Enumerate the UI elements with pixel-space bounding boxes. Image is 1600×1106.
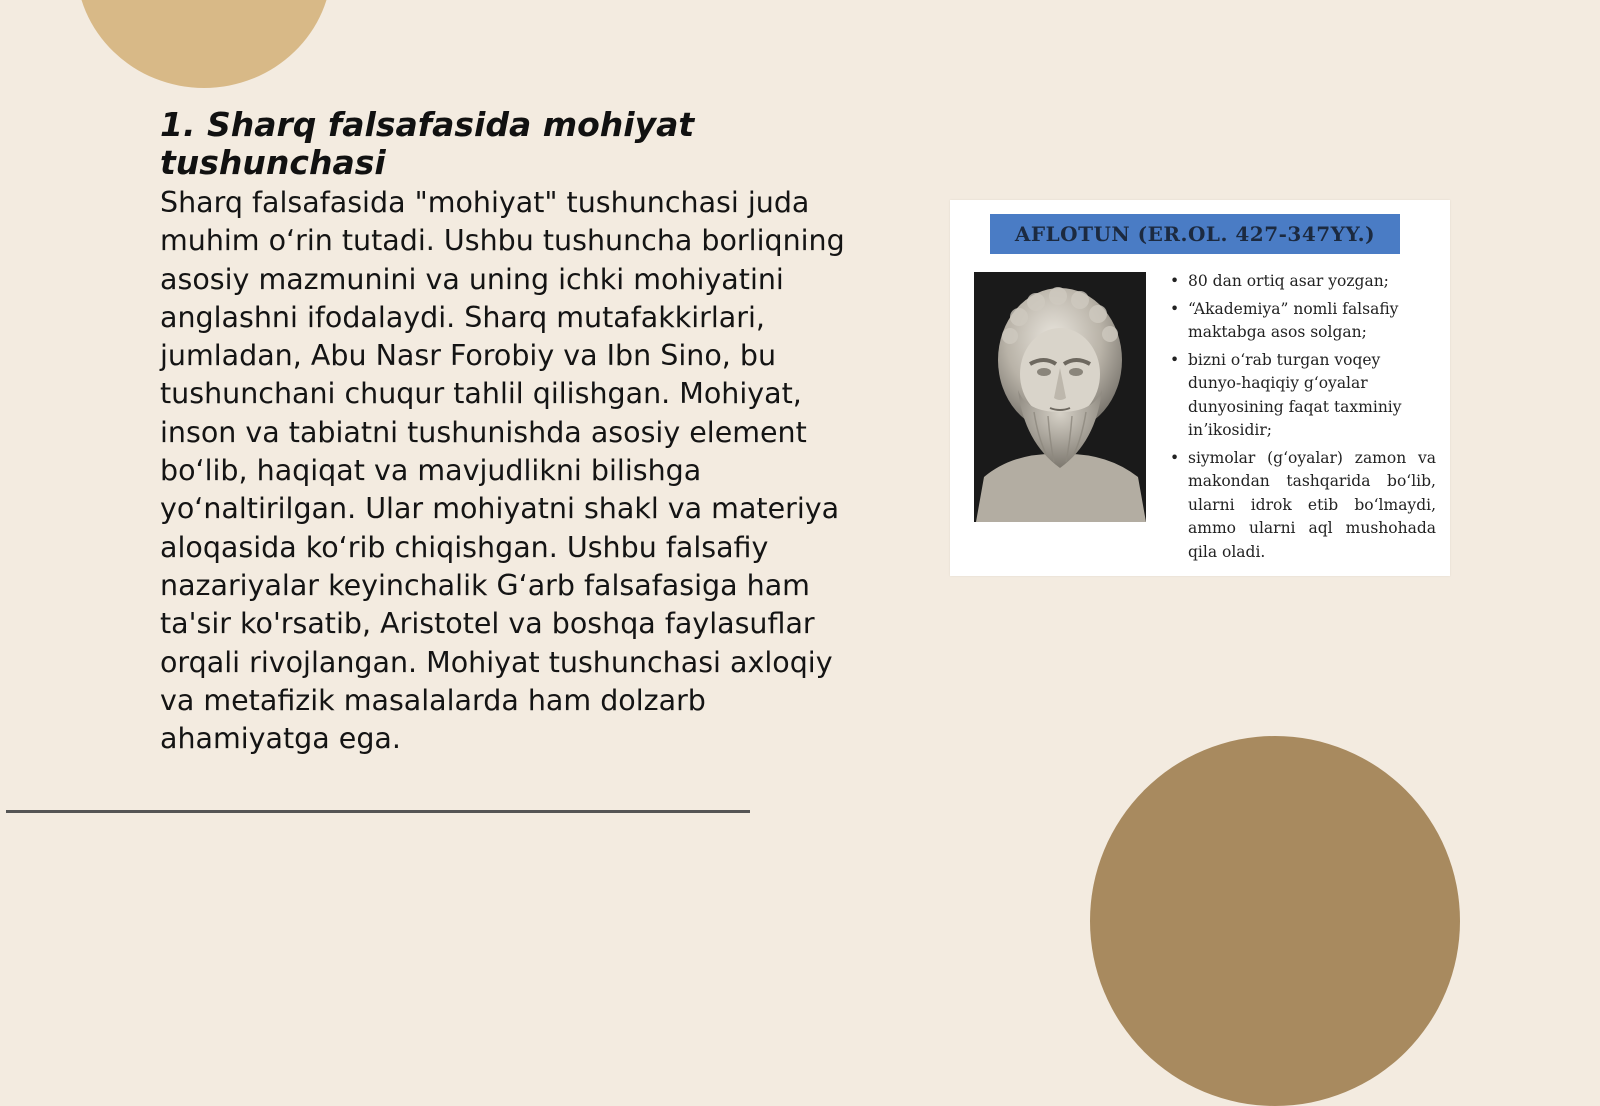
bullet-text: siymolar (gʻoyalar) zamon va makondan tashqarida boʻlib, ularni idrok etib boʻlmaydi, ammo ularni aql mushohada qila oladi. (1188, 448, 1436, 561)
bullet-dot: • (1170, 448, 1180, 467)
bullet-text: bizni oʻrab turgan voqey dunyo-haqiqiy gʻoyalar dunyosining faqat taxminiy inʼikosidir; (1188, 350, 1402, 439)
bullet-dot: • (1170, 272, 1180, 290)
bullet-text: 80 dan ortiq asar yozgan; (1188, 272, 1389, 290)
decorative-circle-bottom (1090, 736, 1460, 1106)
bullet-text: “Akademiya” nomli falsafiy maktabga asos solgan; (1188, 299, 1399, 341)
card-bullet-item (1168, 447, 1436, 565)
card-bullet-item (1168, 298, 1436, 345)
decorative-circle-top (76, 0, 332, 88)
bullet-dot: • (1170, 350, 1180, 369)
card-bullet-item (1168, 270, 1436, 294)
divider-line (6, 810, 750, 813)
plato-info-image (950, 200, 1450, 576)
plato-bust-portrait (974, 272, 1146, 522)
card-header: AFLOTUN (ER.OL. 427-347YY.) (990, 214, 1400, 254)
bullet-dot: • (1170, 299, 1180, 318)
slide-body-text: Sharq falsafasida "mohiyat" tushunchasi juda muhim oʻrin tutadi. Ushbu tushuncha borliqning asosiy mazmunini va uning ichki mohiyatini anglashni ifodalaydi. Sharq mutafakkirlari, jumladan, Abu Nasr Forobiy va Ibn Sino, bu tushunchani chuqur tahlil qilishgan. Mohiyat, inson va tabiatni tushunishda asosiy element boʻlib, haqiqat va mavjudlikni bilishga yoʻnaltirilgan. Ular mohiyatni shakl va materiya aloqasida koʻrib chiqishgan. Ushbu falsafiy nazariyalar keyinchalik Gʻarb falsafasiga ham ta'sir ko'rsatib, Aristotel va boshqa faylasuflar orqali rivojlangan. Mohiyat tushunchasi axloqiy va metafizik masalalarda ham dolzarb ahamiyatga ega. (160, 186, 845, 756)
slide-title: 1. Sharq falsafasida mohiyat tushunchasi (160, 105, 695, 182)
card-bullet-item (1168, 349, 1436, 443)
card-bullet-list (1168, 270, 1436, 568)
